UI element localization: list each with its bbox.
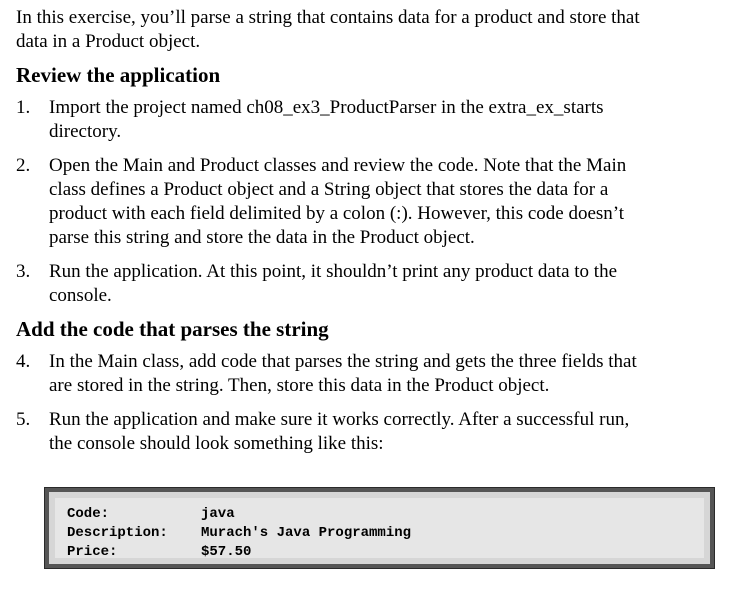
section-heading-add-code: Add the code that parses the string: [16, 317, 329, 341]
step-text: [49, 350, 716, 398]
console-label: Code:: [67, 506, 110, 522]
step-line: Open the Main and Product classes and review the code. Note that the Main: [49, 155, 627, 176]
step-line: Run the application and make sure it works correctly. After a successful run,: [49, 409, 630, 430]
step-3: [16, 260, 716, 308]
console-label: Description:: [67, 525, 168, 541]
console-output-panel: [45, 488, 714, 568]
console-value: $57.50: [201, 544, 252, 560]
step-text: [49, 260, 716, 308]
console-value: Murach's Java Programming: [201, 525, 412, 541]
step-line: are stored in the string. Then, store this data in the Product object.: [49, 375, 550, 396]
step-2: [16, 154, 716, 250]
console-row-code: [67, 505, 235, 523]
step-line: parse this string and store the data in the Product object.: [49, 227, 475, 248]
step-line: console.: [49, 285, 112, 306]
step-line: In the Main class, add code that parses the string and gets the three fields that: [49, 351, 637, 372]
step-line: the console should look something like this:: [49, 433, 384, 454]
intro-line: data in a Product object.: [16, 31, 201, 52]
step-number: 2.: [16, 155, 31, 176]
console-screen: [55, 498, 704, 558]
step-number: 5.: [16, 409, 31, 430]
step-number: 3.: [16, 261, 31, 282]
step-line: product with each field delimited by a colon (:). However, this code doesn’t: [49, 203, 625, 224]
exercise-document: [16, 6, 716, 456]
intro-paragraph: [16, 6, 716, 54]
console-value: java: [201, 506, 235, 522]
step-text: [49, 96, 716, 144]
step-5: [16, 408, 716, 456]
console-row-price: [67, 543, 251, 561]
intro-line: In this exercise, you’ll parse a string that contains data for a product and store that: [16, 7, 640, 28]
step-text: [49, 408, 716, 456]
step-4: [16, 350, 716, 398]
step-1: [16, 96, 716, 144]
step-text: [49, 154, 716, 250]
step-line: Import the project named ch08_ex3_ProductParser in the extra_ex_starts: [49, 97, 604, 118]
step-line: Run the application. At this point, it shouldn’t print any product data to the: [49, 261, 617, 282]
step-number: 1.: [16, 97, 31, 118]
console-label: Price:: [67, 544, 118, 560]
section-heading-review: Review the application: [16, 63, 221, 87]
step-number: 4.: [16, 351, 31, 372]
console-row-description: [67, 524, 411, 542]
step-line: class defines a Product object and a String object that stores the data for a: [49, 179, 609, 200]
step-line: directory.: [49, 121, 122, 142]
